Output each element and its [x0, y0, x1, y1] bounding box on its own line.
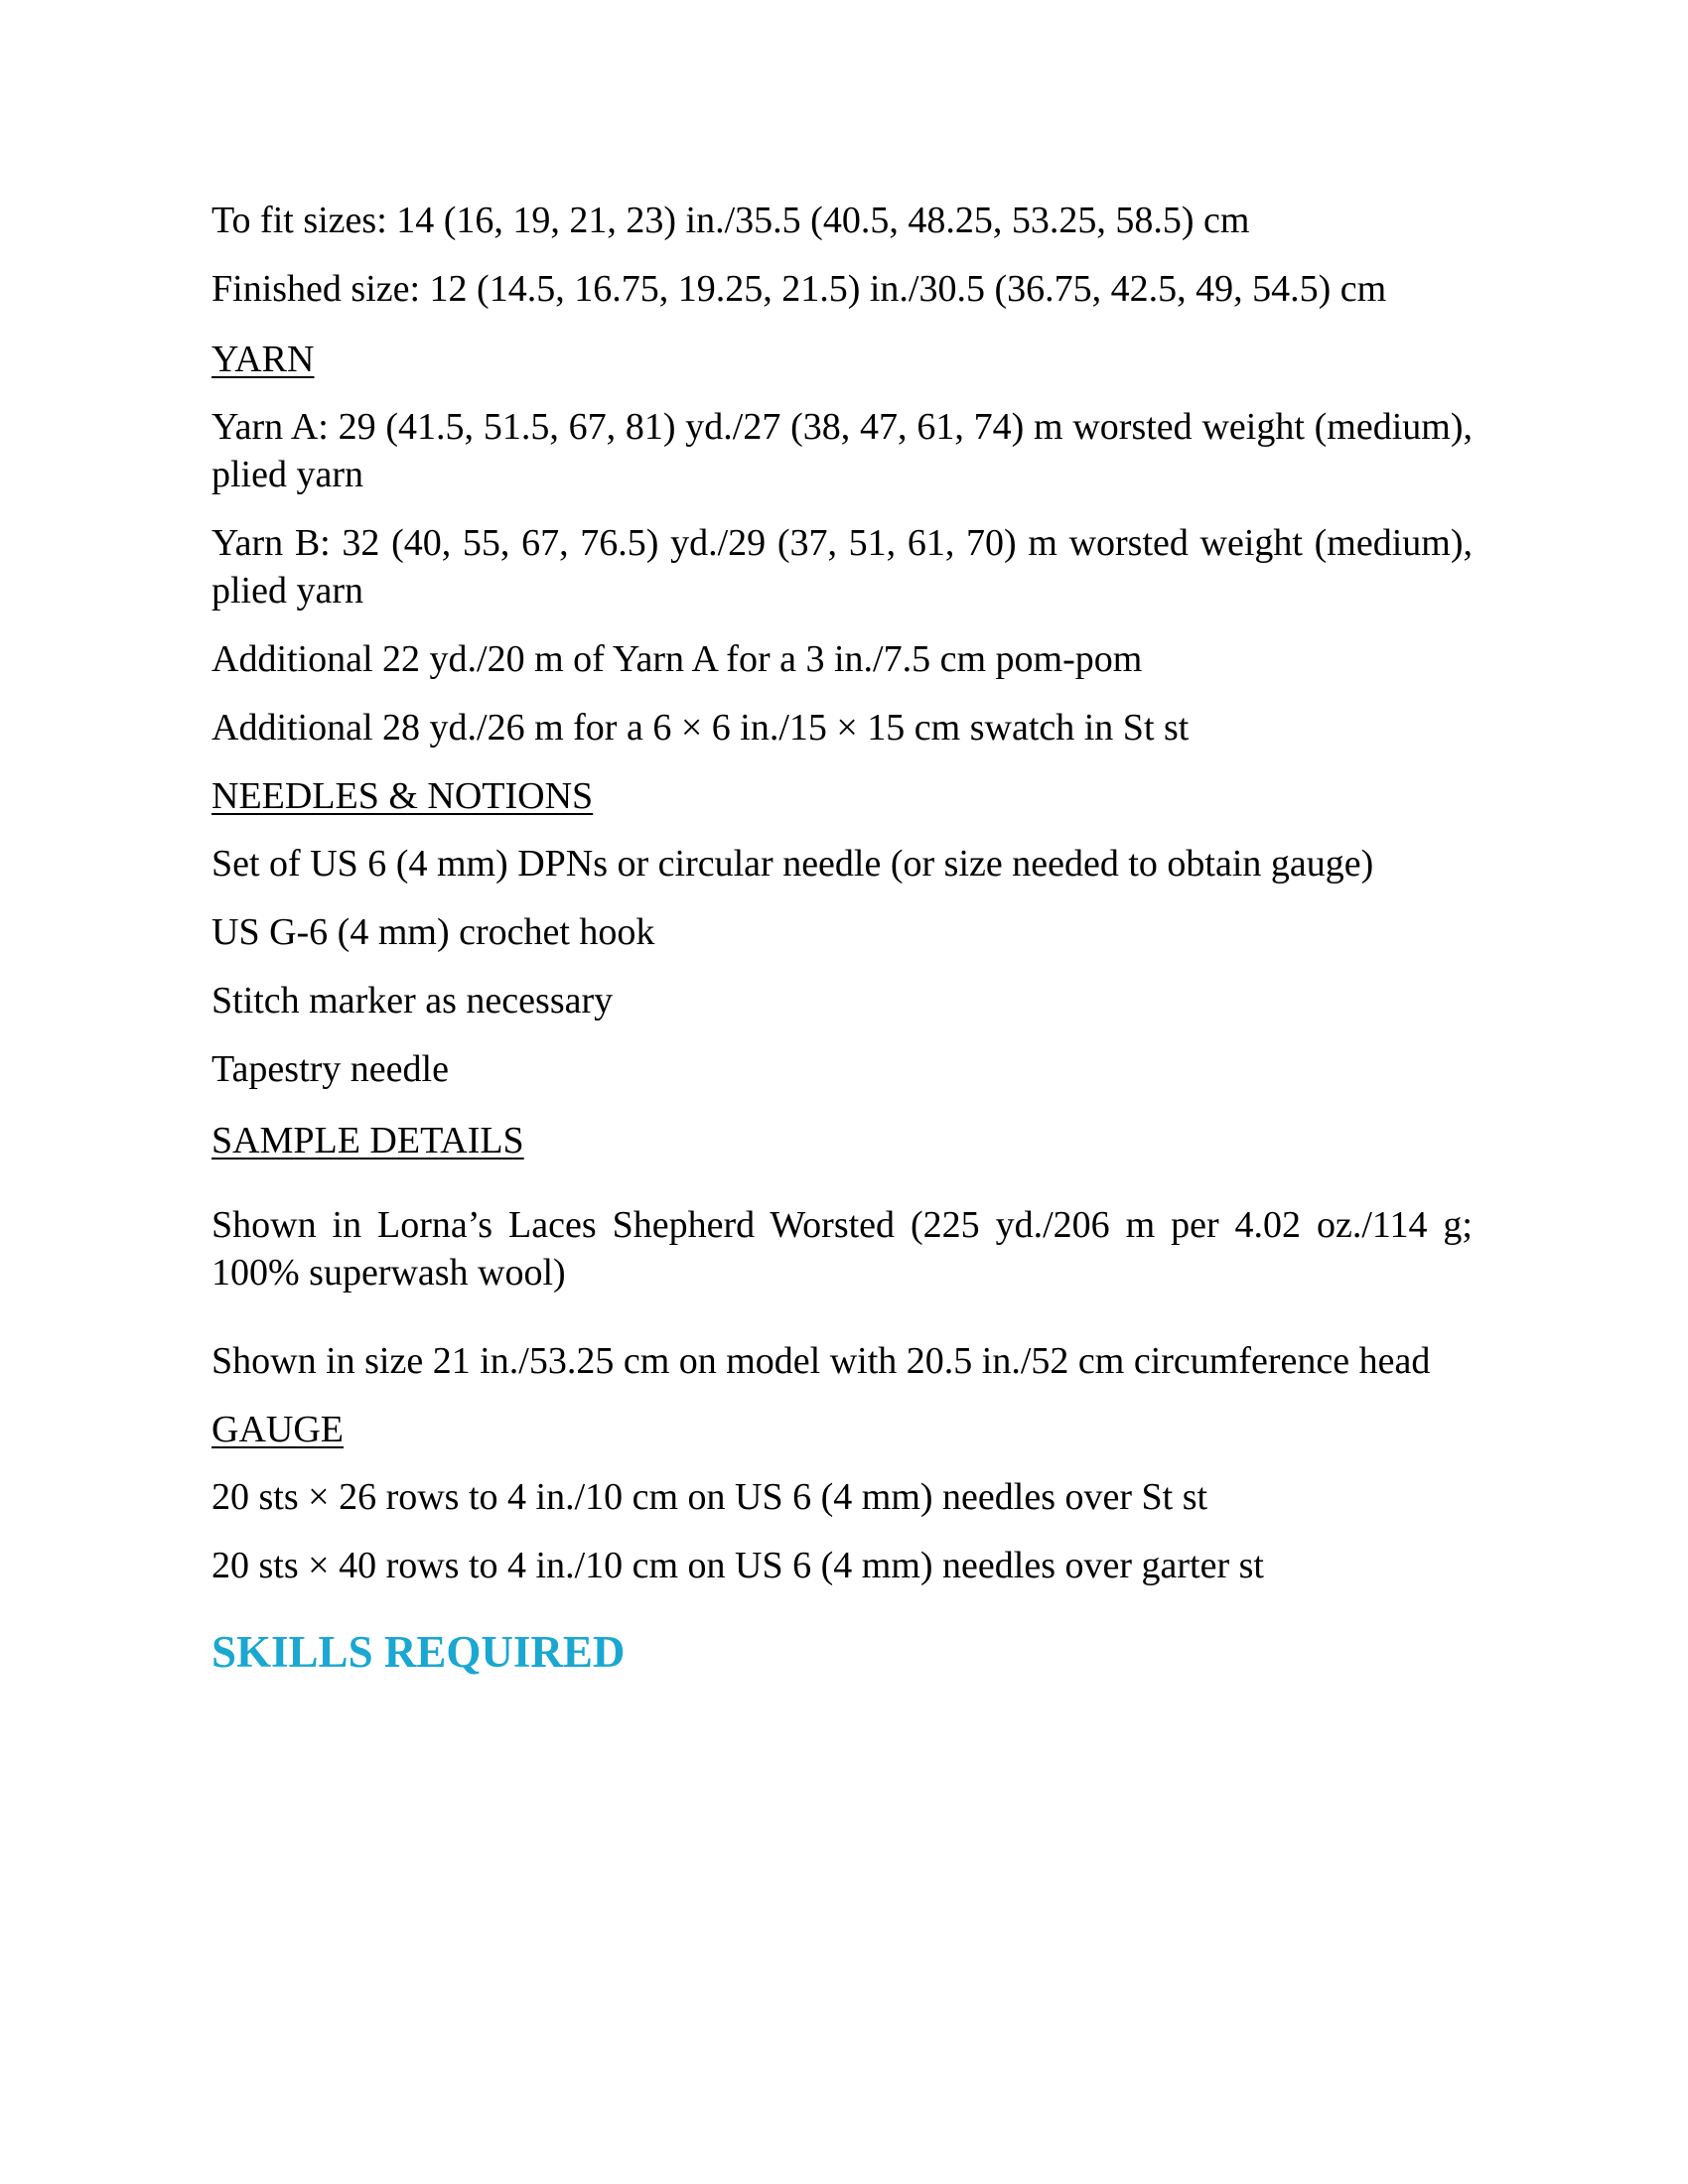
gauge-heading: GAUGE — [211, 1409, 344, 1450]
finished-size: Finished size: 12 (14.5, 16.75, 19.25, 21.5) in./30.5 (36.75, 42.5, 49, 54.5) cm — [211, 268, 1387, 310]
skills-required-heading: SKILLS REQUIRED — [211, 1627, 626, 1677]
sample-yarn-detail: Shown in Lorna’s Laces Shepherd Worsted (225 yd./206 m per 4.02 oz./114 g; 100% superwash wool) — [211, 1204, 1473, 1294]
yarn-b: Yarn B: 32 (40, 55, 67, 76.5) yd./29 (37, 51, 61, 70) m worsted weight (medium), plied yarn — [211, 522, 1473, 612]
yarn-heading: YARN — [211, 339, 315, 380]
pattern-page — [211, 197, 1473, 1680]
yarn-a: Yarn A: 29 (41.5, 51.5, 67, 81) yd./27 (38, 47, 61, 74) m worsted weight (medium), plied yarn — [211, 406, 1473, 495]
pom-pom-yarn: Additional 22 yd./20 m of Yarn A for a 3 in./7.5 cm pom-pom — [211, 638, 1143, 680]
gauge-garter-st: 20 sts × 40 rows to 4 in./10 cm on US 6 (4 mm) needles over garter st — [211, 1545, 1264, 1586]
needles-item: Set of US 6 (4 mm) DPNs or circular needle (or size needed to obtain gauge) — [211, 843, 1374, 885]
swatch-yarn: Additional 28 yd./26 m for a 6 × 6 in./15 × 15 cm swatch in St st — [211, 707, 1190, 749]
crochet-hook-item: US G-6 (4 mm) crochet hook — [211, 911, 655, 953]
tapestry-needle-item: Tapestry needle — [211, 1048, 449, 1090]
sample-size-detail: Shown in size 21 in./53.25 cm on model with 20.5 in./52 cm circumference head — [211, 1340, 1431, 1382]
to-fit-sizes: To fit sizes: 14 (16, 19, 21, 23) in./35.5 (40.5, 48.25, 53.25, 58.5) cm — [211, 200, 1250, 241]
gauge-st-st: 20 sts × 26 rows to 4 in./10 cm on US 6 (4 mm) needles over St st — [211, 1476, 1208, 1518]
needles-heading: NEEDLES & NOTIONS — [211, 775, 594, 817]
sample-details-heading: SAMPLE DETAILS — [211, 1120, 524, 1161]
stitch-marker-item: Stitch marker as necessary — [211, 980, 614, 1022]
